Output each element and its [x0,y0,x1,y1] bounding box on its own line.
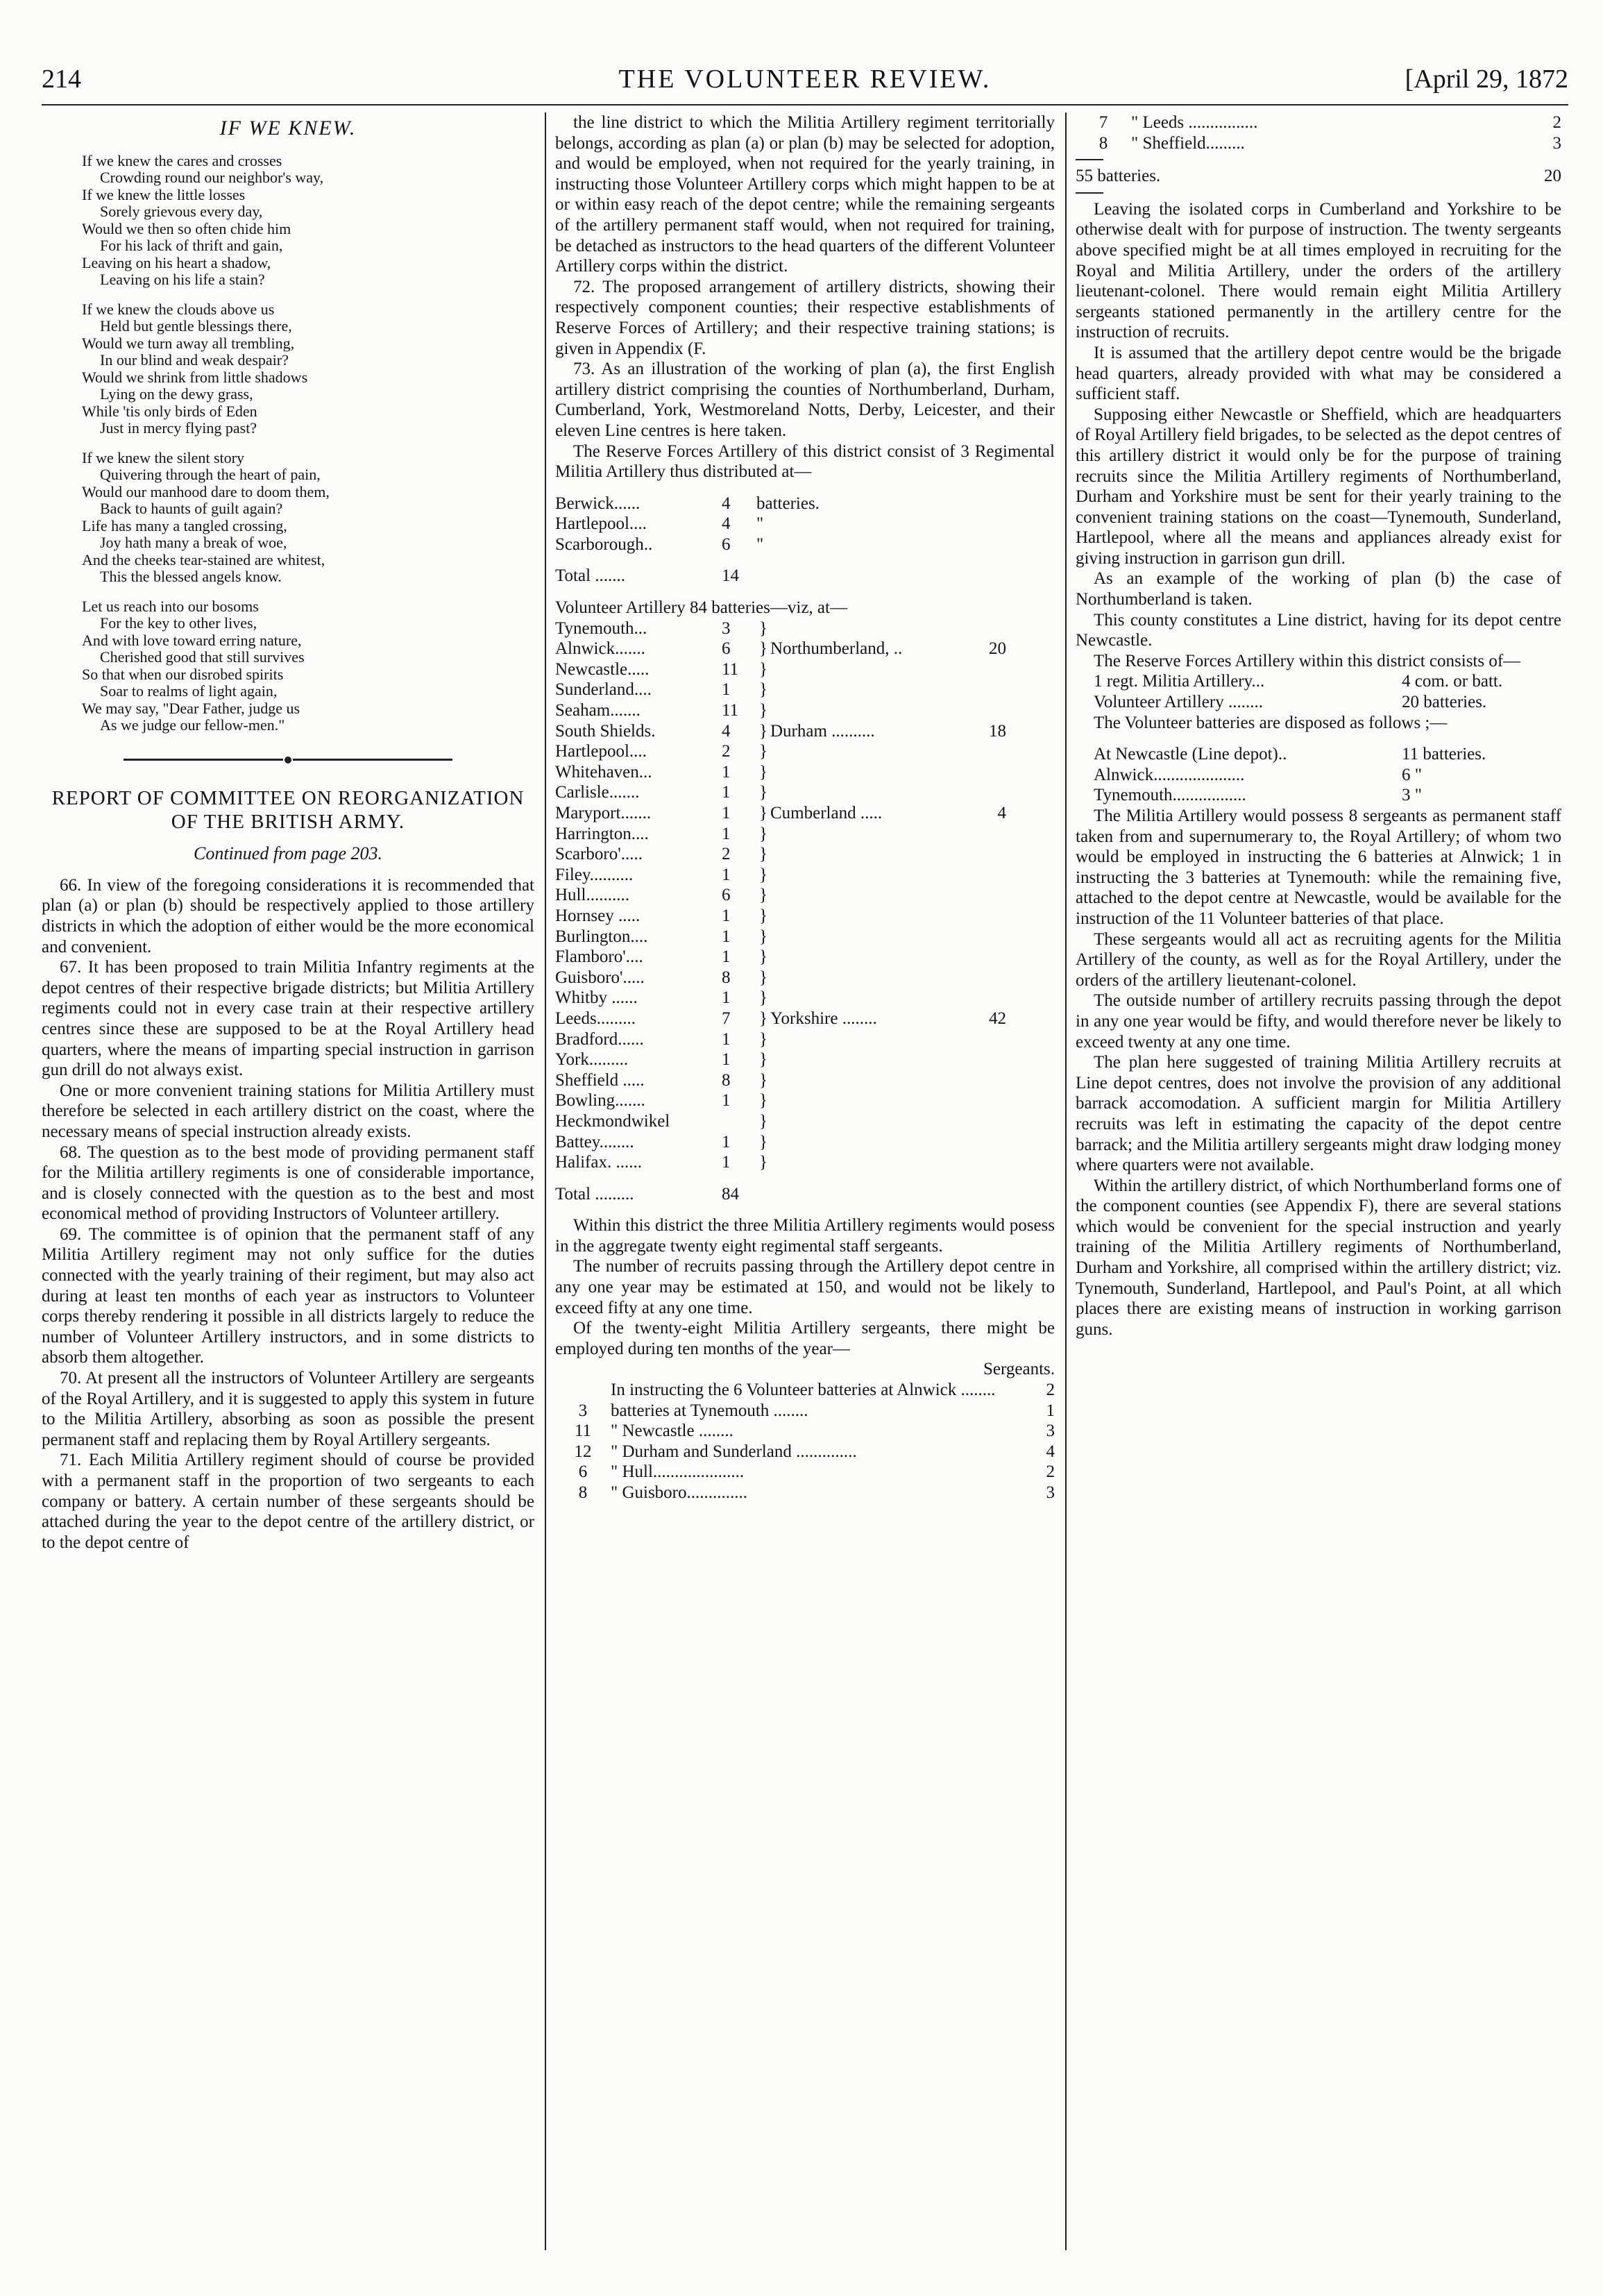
battery-count: 1 [722,947,731,967]
column-2 [555,112,1055,2257]
list-row [1076,744,1561,765]
paragraph: The Reserve Forces Artillery of this district consist of 3 Regimental Militia Artillery thus distributed at— [555,441,1055,482]
county-total: 4 [997,804,1006,822]
continued-note: Continued from page 203. [193,843,383,864]
battery-count [555,1380,611,1401]
station-name: Whitby ...... [555,988,638,1008]
poem-line: Sorely grievous every day, [100,203,263,221]
battery-count: 4 [722,721,731,741]
sergeants-row [555,1401,1055,1421]
paragraph: The outside number of artillery recruits passing through the depot in any one year would be fifty, and would therefore never be likely to exceed twenty at any one time. [1076,991,1561,1052]
battery-count: 1 [722,824,731,843]
volunteer-row [555,1152,1055,1173]
militia-row [555,514,1055,534]
poem-line: For his lack of thrift and gain, [100,237,283,255]
station-name: Battey........ [555,1132,634,1151]
row-value: 4 com. or batt. [1402,672,1503,691]
brace-mark: } [759,762,767,782]
header-rule [42,104,1568,105]
issue-date: [April 29, 1872 [1405,65,1568,94]
station-text: " Hull..................... [611,1462,745,1482]
unit-label: " [756,514,764,534]
sergeants-total-text: 55 batteries. [1076,167,1161,186]
paragraph: These sergeants would all act as recruiting agents for the Militia Artillery of the county, as well as for the Royal Artillery, under the orders of the artillery lieutenant-colonel. [1076,929,1561,990]
brace-mark: } [759,1050,767,1070]
column-2-body-bottom [555,1215,1055,1359]
paragraph: It is assumed that the artillery depot centre would be the brigade head quarters, already provided with what may be considered a sufficient staff. [1076,343,1561,404]
brace-mark: } [759,1029,767,1049]
county-total: 42 [989,1008,1006,1028]
brace-mark: } [759,988,767,1008]
volunteer-row [555,988,1055,1008]
total-label: Total ....... [555,566,626,586]
battery-count: 1 [722,1153,731,1172]
paragraph: Supposing either Newcastle or Sheffield, which are headquarters of Royal Artillery field brigades, to be selected as the depot centres of this artillery district it would only be for the purpose of training recruits since the Militia Artillery regiments of Northumberland, Durham and Yorkshire must be sent for their yearly training to the convenient training stations on the coast—Tynemouth, Sunderland, Hartlepool, where all the means and appliances already exist for giving instruction in garrison gun drill. [1076,405,1561,568]
unit-label: batteries. [756,493,820,513]
station-name: Newcastle..... [555,659,650,679]
poem-title: IF WE KNEW. [219,117,357,140]
sergeant-count: 1 [1046,1401,1055,1420]
poem-line: If we knew the cares and crosses [82,151,282,169]
paragraph: As an example of the working of plan (b) the case of Northumberland is taken. [1076,569,1561,609]
battery-count: 1 [722,865,731,884]
report-title: REPORT OF COMMITTEE ON REORGANIZATION OF THE BRITISH ARMY. [51,787,525,834]
battery-count: 4 [722,514,731,534]
battery-count: 6 [578,1462,588,1482]
brace-mark: } [759,824,767,843]
poem-line: We may say, "Dear Father, judge us [82,699,300,717]
sergeants-row [555,1483,1055,1503]
sergeant-count: 2 [1046,1381,1055,1400]
battery-count: 8 [722,1070,731,1090]
paragraph: The Militia Artillery would possess 8 sergeants as permanent staff taken from and supernumerary to, the Royal Artillery; of whom two would be employed in instructing the 6 batteries at Alnwick; 1 in instructing the 3 batteries at Tynemouth: while the remaining five, attached to the depot centre at Newcastle, would be available for the instruction of the 11 Volunteer batteries of that place. [1076,807,1561,928]
volunteer-row [555,968,1055,988]
volunteer-row [555,782,1055,803]
row-value: 11 batteries. [1402,745,1486,764]
battery-count: 1 [722,1091,731,1111]
paragraph: This county constitutes a Line district, having for its depot centre Newcastle. [1076,610,1561,650]
total-value: 14 [722,566,739,586]
brace-mark: } [759,845,767,864]
volunteer-row [555,1111,1055,1132]
northumberland-force-list [1076,671,1561,712]
sergeants-header: Sergeants. [983,1360,1055,1379]
paragraph: Of the twenty-eight Militia Artillery sergeants, there might be employed during ten months of the year— [555,1319,1055,1358]
poem-line: Soar to realms of light again, [100,682,278,700]
poem-line: Would we shrink from little shadows [82,368,308,386]
battery-count: 1 [722,762,731,782]
volunteer-row [555,1029,1055,1050]
station-text: " Guisboro.............. [611,1483,748,1502]
poem-line: Held but gentle blessings there, [100,317,292,335]
poem-line: Leaving on his heart a shadow, [82,253,271,271]
station-name: Maryport....... [555,804,652,822]
volunteer-row [555,947,1055,968]
county-name: Yorkshire ........ [770,1008,877,1028]
sergeants-table-continued [1076,112,1561,153]
station-name: Scarboro'..... [555,845,643,864]
total-label: Total ......... [555,1184,634,1204]
paragraph: Leaving the isolated corps in Cumberland and Yorkshire to be otherwise dealt with for purpose of instruction. The twenty sergeants above specified might be at all times employed in recruiting for the Royal and Militia Artillery, under the orders of the artillery lieutenant-colonel. There would remain eight Militia Artillery sergeants stationed permanently in the artillery centre for the instruction of recruits. [1076,199,1561,342]
column-3-body-bottom [1076,806,1561,1340]
station-text: " Leeds ................ [1131,113,1258,132]
sergeants-row [555,1462,1055,1483]
sergeant-count: 2 [1552,113,1561,132]
unit-label: " [756,534,764,554]
brace-mark: } [759,639,767,659]
volunteer-total-row [555,1184,1055,1205]
poem-line: Leaving on his life a stain? [100,271,265,289]
brace-mark: } [759,1132,767,1151]
volunteer-row [555,927,1055,947]
volunteer-row [555,741,1055,762]
battery-count: 11 [722,701,739,720]
brace-mark: } [759,1070,767,1090]
row-label: At Newcastle (Line depot).. [1094,745,1287,764]
battery-count: 8 [722,968,731,987]
battery-count: 2 [722,742,731,761]
sergeant-count: 3 [1046,1483,1055,1502]
station-name: Burlington.... [555,927,648,946]
militia-row [555,493,1055,514]
station-name: York......... [555,1050,629,1070]
brace-mark: } [759,968,767,987]
disposed-intro: The Volunteer batteries are disposed as follows ;— [1094,713,1448,732]
battery-count: 12 [574,1442,592,1461]
battery-count: 1 [722,1050,731,1070]
station-text: In instructing the 6 Volunteer batteries at Alnwick ........ [611,1381,996,1400]
list-row [1076,692,1561,713]
paragraph: The number of recruits passing through the Artillery depot centre in any one year may be estimated at 150, and would not be likely to exceed fifty at any one time. [555,1257,1055,1317]
brace-mark: } [759,1091,767,1111]
poem-stanza [82,598,534,734]
brace-mark: } [759,947,767,967]
poem-line: As we judge our fellow-men." [100,716,285,734]
battery-count: 1 [722,906,731,925]
battery-count: 1 [722,1132,731,1151]
volunteer-row [555,824,1055,845]
paragraph: the line district to which the Militia Artillery regiment territorially belongs, according as plan (a) or plan (b) may be selected for adoption, and would be employed, when not required for the yearly training, in instructing those Volunteer Artillery corps which might happen to be at or within easy reach of the depot centre; while the remaining sergeants of the artillery permanent staff would, when not required for training, be detached as instructors to the head quarters of the different Volunteer Artillery corps within the district. [555,113,1055,276]
column-divider-2 [1065,112,1067,2250]
row-label: Alnwick..................... [1094,765,1245,784]
station-name: Bowling....... [555,1091,645,1111]
volunteer-table [555,618,1055,1205]
paragraph: 70. At present all the instructors of Volunteer Artillery are sergeants of the Royal Artillery, and it is suggested to apply this system in future to the Militia Artillery, absorbing as soon as possible the present permanent staff and replacing them by Royal Artillery sergeants. [42,1369,534,1449]
poem-line: Just in mercy flying past? [100,419,257,437]
column-3 [1076,112,1561,2257]
poem-stanza [82,153,534,289]
station-name: Filey.......... [555,865,634,884]
station-text: " Durham and Sunderland .............. [611,1442,857,1461]
paragraph: 66. In view of the foregoing considerations it is recommended that plan (a) or plan (b) should be respectively applied to those artillery districts in which the adoption of either would be the more economical and convenient. [42,875,534,956]
poem-line: If we knew the silent story [82,448,244,466]
station-name: Harrington.... [555,824,649,843]
county-total: 18 [989,721,1006,741]
battery-count: 7 [1099,113,1108,132]
column-1-body [42,875,534,1553]
brace-mark: } [759,721,767,741]
sergeants-row [1076,133,1561,154]
list-row [1076,765,1561,786]
poem-line: So that when our disrobed spirits [82,665,284,683]
volunteer-row [555,865,1055,886]
volunteer-row [555,721,1055,742]
battery-count: 1 [722,680,731,700]
volunteer-row [555,844,1055,865]
volunteer-row [555,639,1055,659]
battery-count: 3 [722,618,731,638]
station-name: Sunderland.... [555,680,652,700]
row-value: 6 " [1402,765,1422,784]
row-label: 1 regt. Militia Artillery... [1094,672,1265,691]
station-name: South Shields. [555,721,656,741]
row-label: Volunteer Artillery ........ [1094,693,1263,712]
volunteer-row [555,885,1055,906]
battery-count: 1 [722,804,731,822]
battery-count: 1 [722,927,731,946]
total-value: 84 [722,1184,739,1204]
brace-mark: } [759,618,767,638]
brace-mark: } [759,783,767,802]
station-name: Hartlepool.... [555,514,647,534]
sergeant-count: 3 [1552,133,1561,153]
volunteer-row [555,679,1055,700]
poem-line: In our blind and weak despair? [100,351,289,369]
sergeants-row [555,1421,1055,1442]
station-name: Berwick...... [555,493,641,513]
poem-line: If we knew the little losses [82,185,246,203]
brace-mark: } [759,804,767,822]
station-name: Sheffield ..... [555,1070,645,1090]
poem-stanza [82,301,534,437]
militia-row [555,534,1055,555]
poem-line: Let us reach into our bosoms [82,597,259,615]
poem-line: And the cheeks tear-stained are whitest, [82,550,325,568]
battery-count: 8 [578,1483,588,1502]
poem-line: If we knew the clouds above us [82,300,275,318]
ornamental-divider [42,748,534,769]
poem-line: While 'tis only birds of Eden [82,402,257,420]
station-name: Whitehaven... [555,762,652,782]
poem-line: Quivering through the heart of pain, [100,466,321,484]
sergeant-count: 2 [1046,1462,1055,1482]
county-name: Cumberland ..... [770,804,883,822]
battery-count: 6 [722,886,731,905]
battery-count: 7 [722,1008,731,1028]
table-rule [1076,159,1103,160]
station-name: Tynemouth... [555,618,647,638]
volunteer-row [555,1070,1055,1091]
station-text: " Newcastle ........ [611,1421,733,1441]
brace-mark: } [759,1111,767,1131]
county-name: Northumberland, .. [770,639,903,659]
volunteer-intro: Volunteer Artillery 84 batteries—viz, at— [555,598,847,618]
brace-mark: } [759,680,767,700]
paragraph: 73. As an illustration of the working of plan (a), the first English artillery district comprising the counties of Northumberland, Durham, Cumberland, York, Westmoreland Notts, Derby, Leicester, and their eleven Line centres is here taken. [555,360,1055,440]
volunteer-row [555,700,1055,721]
station-name: Seaham....... [555,701,641,720]
poem-line: Life has many a tangled crossing, [82,516,287,534]
paragraph: 68. The question as to the best mode of providing permanent staff for the Militia artillery regiments is one of considerable importance, and is closely connected with the question as to the best and most economical method of providing Instructors of Volunteer artillery. [42,1142,534,1224]
station-name: Halifax. ...... [555,1153,642,1172]
list-row [1076,785,1561,806]
station-name: Flamboro'.... [555,947,643,967]
poem-line: Crowding round our neighbor's way, [100,169,324,187]
poem-line: For the key to other lives, [100,614,257,632]
poem-line: Would we turn away all trembling, [82,334,295,352]
poem-line: This the blessed angels know. [100,568,282,586]
militia-table [555,493,1055,586]
brace-mark: } [759,927,767,946]
poem-line: Would our manhood dare to doom them, [82,482,330,500]
column-3-body-top [1076,199,1561,672]
page-number: 214 [42,65,81,94]
paragraph: Within this district the three Militia Artillery regiments would posess in the aggregate twenty eight regimental staff sergeants. [555,1216,1055,1256]
row-value: 3 " [1402,786,1422,805]
sergeants-total-value: 20 [1544,167,1561,186]
station-name: Heckmondwikel [555,1111,670,1131]
poem-line: Joy hath many a break of woe, [100,534,287,552]
brace-mark: } [759,906,767,925]
brace-mark: } [759,1153,767,1172]
volunteer-row [555,618,1055,639]
paragraph: The plan here suggested of training Militia Artillery recruits at Line depot centres, does not involve the provision of any additional barrack accomodation. A sufficient margin for Militia Artillery recruits was left in estimating the capacity of the depot centre barrack; and the Militia artillery sergeants might draw lodging money where quarters were not available. [1076,1053,1561,1175]
volunteer-row [555,1008,1055,1029]
battery-count: 1 [722,988,731,1008]
station-name: Leeds......... [555,1008,636,1028]
battery-count: 11 [722,659,739,679]
battery-count: 6 [722,534,731,554]
paragraph: Within the artillery district, of which Northumberland forms one of the component counties (see Appendix F), there are several stations which would be convenient for the special instruction and yearly training of the Militia Artillery regiments of Northumberland, Durham and Yorkshire, all comprised within the artillery district; viz. Tynemouth, Sunderland, Hartlepool, and Paul's Point, at all which places there are existing means of instruction in working garrison guns. [1076,1176,1561,1339]
station-text: " Sheffield......... [1131,133,1245,153]
station-name: Bradford...... [555,1029,644,1049]
sergeant-count: 3 [1046,1421,1055,1441]
volunteer-row [555,1090,1055,1111]
battery-count: 2 [722,845,731,864]
sergeant-count: 4 [1046,1442,1055,1461]
station-name: Carlisle....... [555,783,640,802]
brace-mark: } [759,742,767,761]
militia-total-row [555,566,1055,586]
battery-count: 1 [722,783,731,802]
poem [42,153,534,734]
sergeants-row [555,1380,1055,1401]
volunteer-row [555,659,1055,680]
column-1 [42,112,534,2257]
poem-line: And with love toward erring nature, [82,631,302,649]
sergeants-total-row [1076,166,1561,187]
battery-count: 11 [574,1421,592,1441]
column-2-body-top [555,112,1055,482]
station-name: Hartlepool.... [555,742,647,761]
poem-line: Back to haunts of guilt again? [100,500,283,518]
column-divider-1 [545,112,546,2250]
sergeants-row [1076,112,1561,133]
page-header [42,64,1568,104]
station-name: Alnwick....... [555,639,645,659]
county-total: 20 [989,639,1006,659]
battery-count: 4 [722,493,731,513]
station-name: Hornsey ..... [555,906,641,925]
brace-mark: } [759,865,767,884]
station-name: Hull.......... [555,886,629,905]
sergeants-table [555,1380,1055,1503]
poem-line: Lying on the dewy grass, [100,385,253,403]
volunteer-row [555,803,1055,824]
paragraph: 72. The proposed arrangement of artillery districts, showing their respectively component counties; their respective establishments of Reserve Forces of Artillery; and their respective training stations; is given in Appendix (F. [555,277,1055,358]
volunteer-row [555,762,1055,783]
masthead-title: THE VOLUNTEER REVIEW. [618,65,992,94]
row-label: Tynemouth................. [1094,786,1246,805]
battery-count: 1 [722,1029,731,1049]
paragraph: 69. The committee is of opinion that the permanent staff of any Militia Artillery regiment may not only suffice for the duties connected with the yearly training of their regiment, but may also act during at least ten months of each year as instructors to Volunteer corps thereby rendering it possible in all districts largely to reduce the number of Volunteer Artillery instructors, and in some districts to absorb them altogether. [42,1224,534,1367]
paragraph: The Reserve Forces Artillery within this district consists of— [1094,651,1521,670]
poem-line: Cherished good that still survives [100,648,305,666]
poem-stanza [82,450,534,586]
brace-mark: } [759,701,767,720]
station-name: Guisboro'..... [555,968,645,987]
brace-mark: } [759,886,767,905]
battery-count: 6 [722,639,731,659]
volunteer-row [555,1049,1055,1070]
sergeants-row [555,1442,1055,1462]
battery-count: 8 [1099,133,1108,153]
county-name: Durham .......... [770,721,875,741]
table-rule-2 [1076,192,1103,194]
brace-mark: } [759,1008,767,1028]
row-value: 20 batteries. [1402,693,1487,712]
paragraph: One or more convenient training stations for Militia Artillery must therefore be selected in each artillery district on the coast, where the necessary means of special instruction already exists. [42,1081,534,1141]
disposed-list [1076,744,1561,806]
volunteer-row [555,906,1055,927]
brace-mark: } [759,659,767,679]
paragraph: 67. It has been proposed to train Militia Infantry regiments at the depot centres of their respective brigade districts; but Militia Artillery regiments could not in every case train at their respective artillery centres since these are supposed to be at the Royal Artillery head quarters, where the means of imparting special instruction in garrison gun drill do not always exist. [42,958,534,1080]
station-text: batteries at Tynemouth ........ [611,1401,808,1420]
volunteer-row [555,1132,1055,1153]
battery-count: 3 [578,1401,588,1420]
station-name: Scarborough.. [555,534,653,554]
poem-line: Would we then so often chide him [82,219,291,237]
paragraph: 71. Each Militia Artillery regiment should of course be provided with a permanent staff in the proportion of two sergeants to each company or battery. A certain number of these sergeants should be attached during the year to the depot centre of the artillery district, or to the depot centre of [42,1451,534,1552]
list-row [1076,671,1561,692]
